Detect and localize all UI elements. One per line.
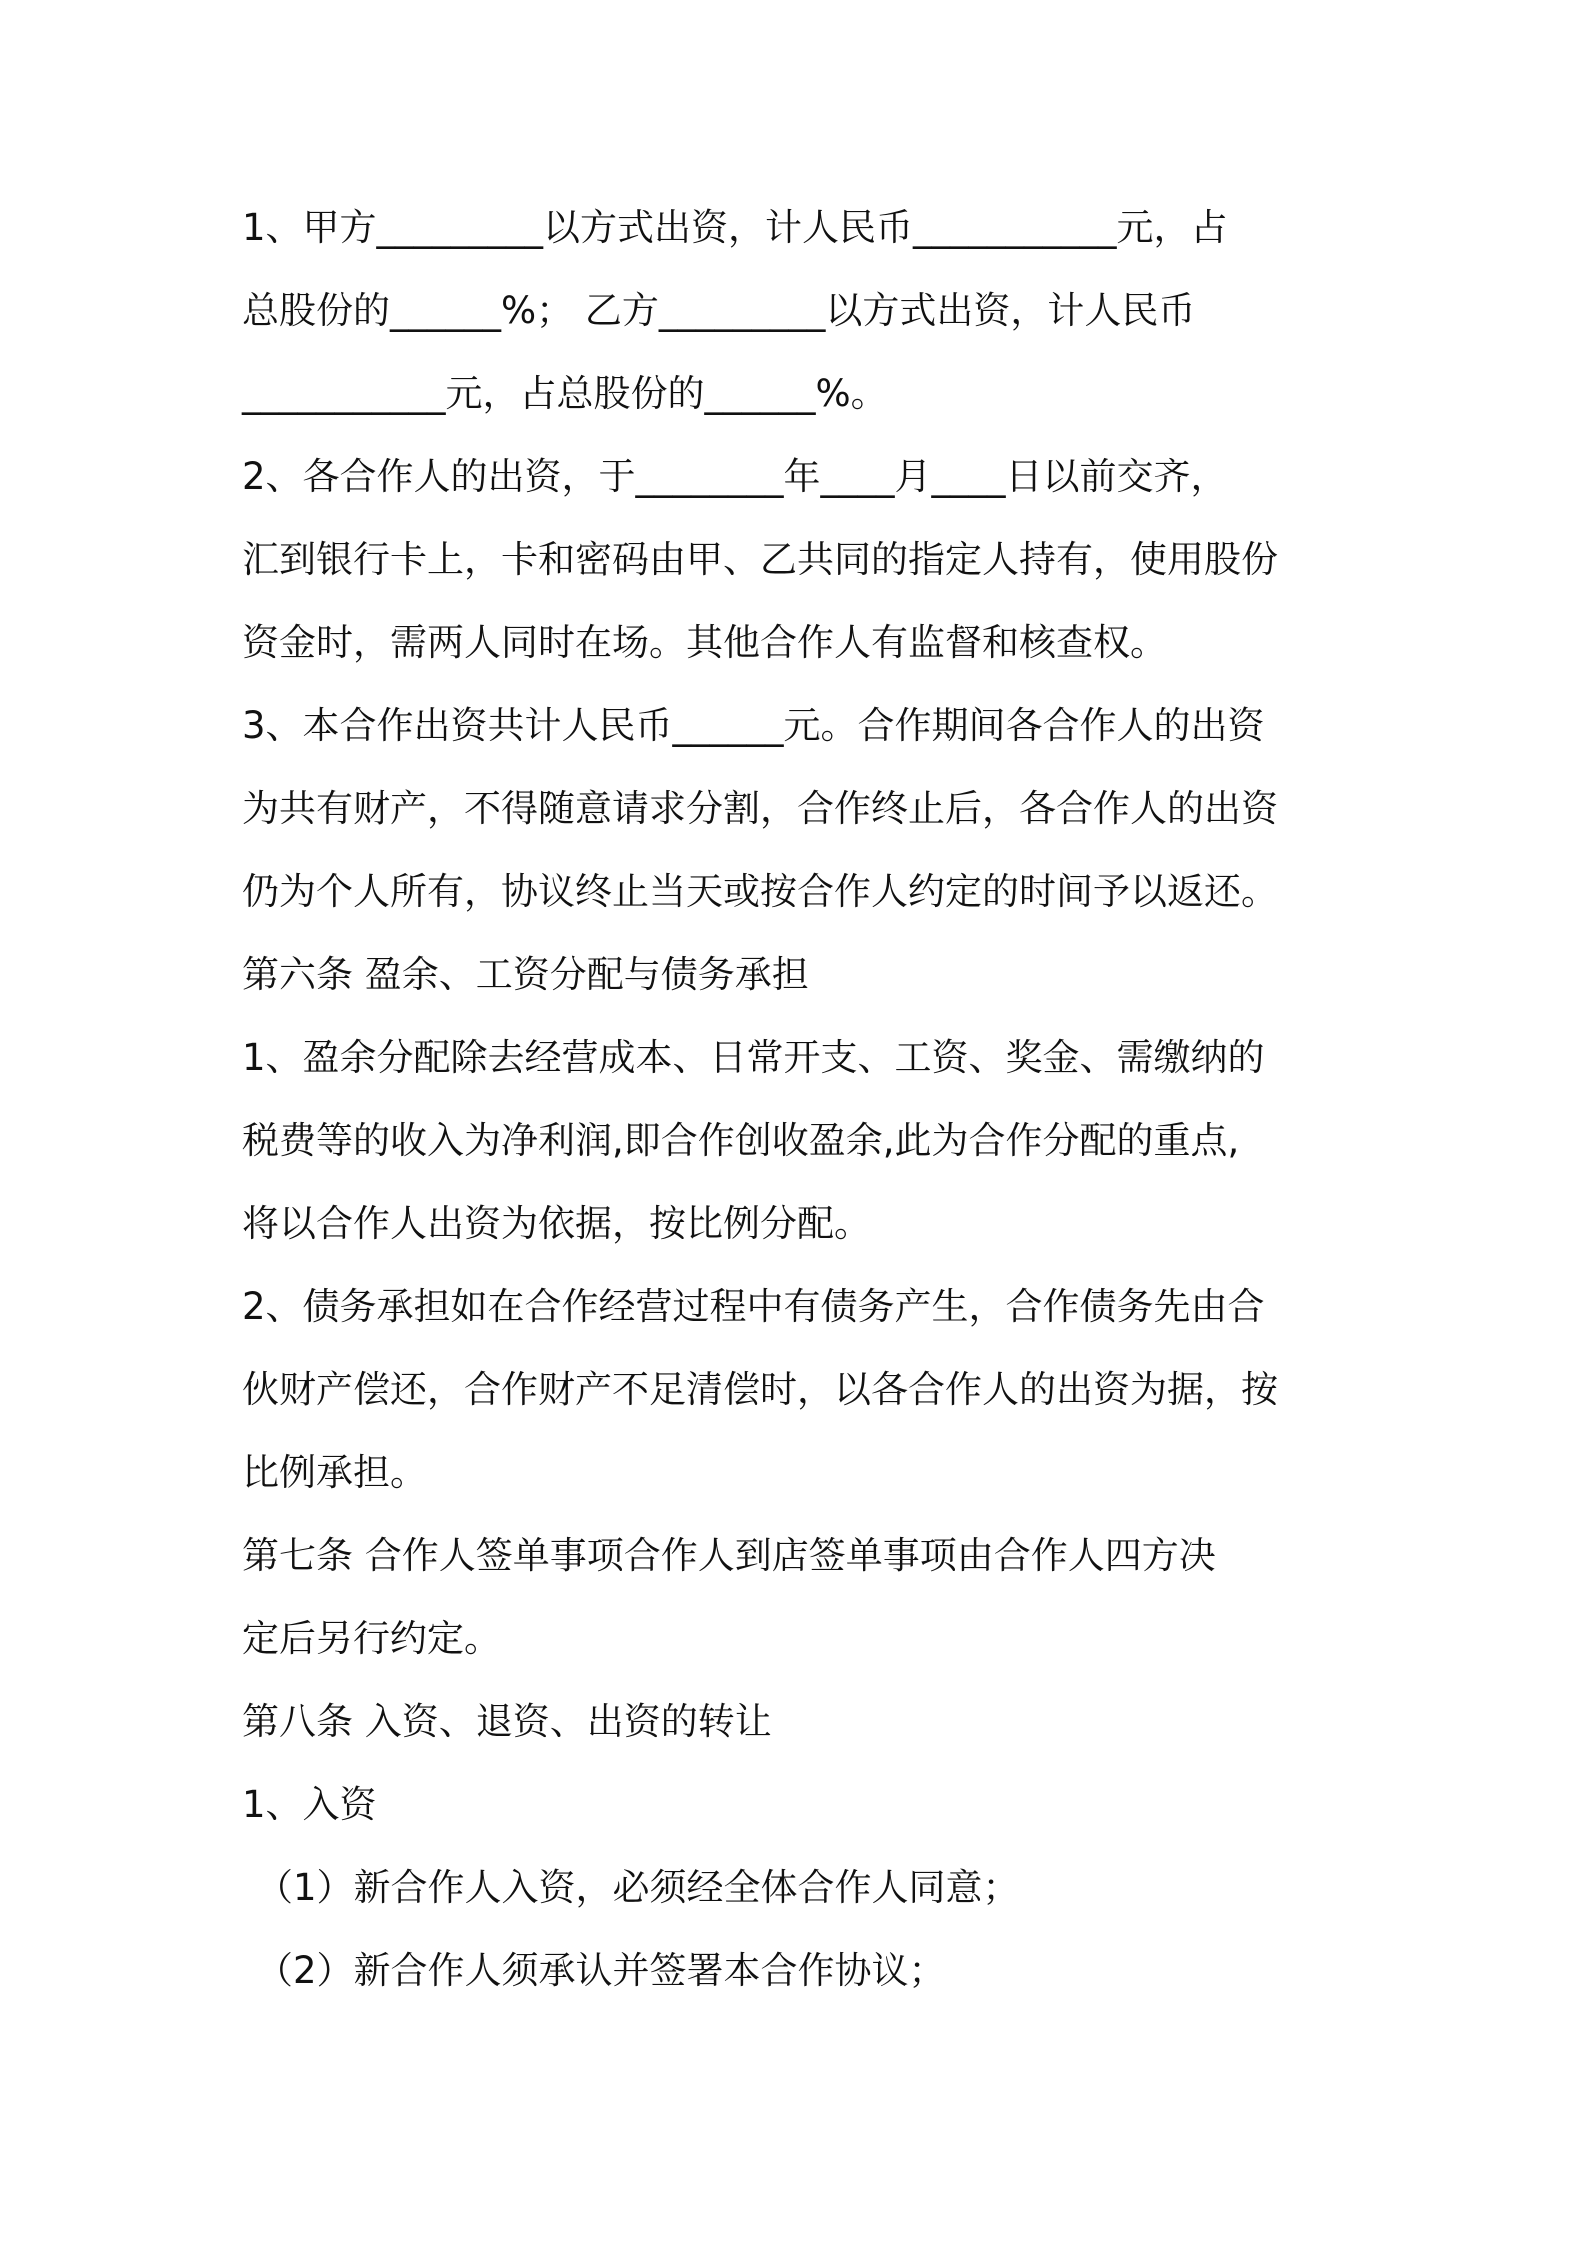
text-line: 伙财产偿还，合作财产不足清偿时，以各合作人的出资为据，按	[242, 1368, 1278, 1411]
text-line: 将以合作人出资为依据，按比例分配。	[242, 1202, 871, 1245]
text-line: 1、盈余分配除去经营成本、日常开支、工资、奖金、需缴纳的	[242, 1036, 1265, 1079]
text-line: 总股份的______%； 乙方_________以方式出资，计人民币	[242, 289, 1196, 332]
section-heading: 第六条 盈余、工资分配与债务承担	[242, 953, 809, 996]
text-line: 税费等的收入为净利润,即合作创收盈余,此为合作分配的重点,	[242, 1119, 1240, 1162]
list-item: （1）新合作人入资，必须经全体合作人同意；	[256, 1866, 1020, 1909]
text-line: 为共有财产，不得随意请求分割，合作终止后，各合作人的出资	[242, 787, 1278, 830]
text-line: 2、各合作人的出资，于________年____月____日以前交齐，	[242, 455, 1228, 498]
text-line: 2、债务承担如在合作经营过程中有债务产生，合作债务先由合	[242, 1285, 1265, 1328]
section-heading: 第七条 合作人签单事项合作人到店签单事项由合作人四方决	[242, 1534, 1216, 1577]
text-line: 比例承担。	[242, 1451, 427, 1494]
list-item: （2）新合作人须承认并签署本合作协议；	[256, 1949, 946, 1992]
text-line: ___________元，占总股份的______%。	[242, 372, 888, 415]
text-line: 汇到银行卡上，卡和密码由甲、乙共同的指定人持有，使用股份	[242, 538, 1278, 581]
section-heading: 第八条 入资、退资、出资的转让	[242, 1700, 772, 1743]
text-line: 1、甲方_________以方式出资，计人民币___________元，占	[242, 206, 1228, 249]
text-line: 1、入资	[242, 1783, 377, 1826]
text-line: 定后另行约定。	[242, 1617, 501, 1660]
text-line: 资金时，需两人同时在场。其他合作人有监督和核查权。	[242, 621, 1167, 664]
text-line: 仍为个人所有，协议终止当天或按合作人约定的时间予以返还。	[242, 870, 1278, 913]
text-line: 3、本合作出资共计人民币______元。合作期间各合作人的出资	[242, 704, 1265, 747]
